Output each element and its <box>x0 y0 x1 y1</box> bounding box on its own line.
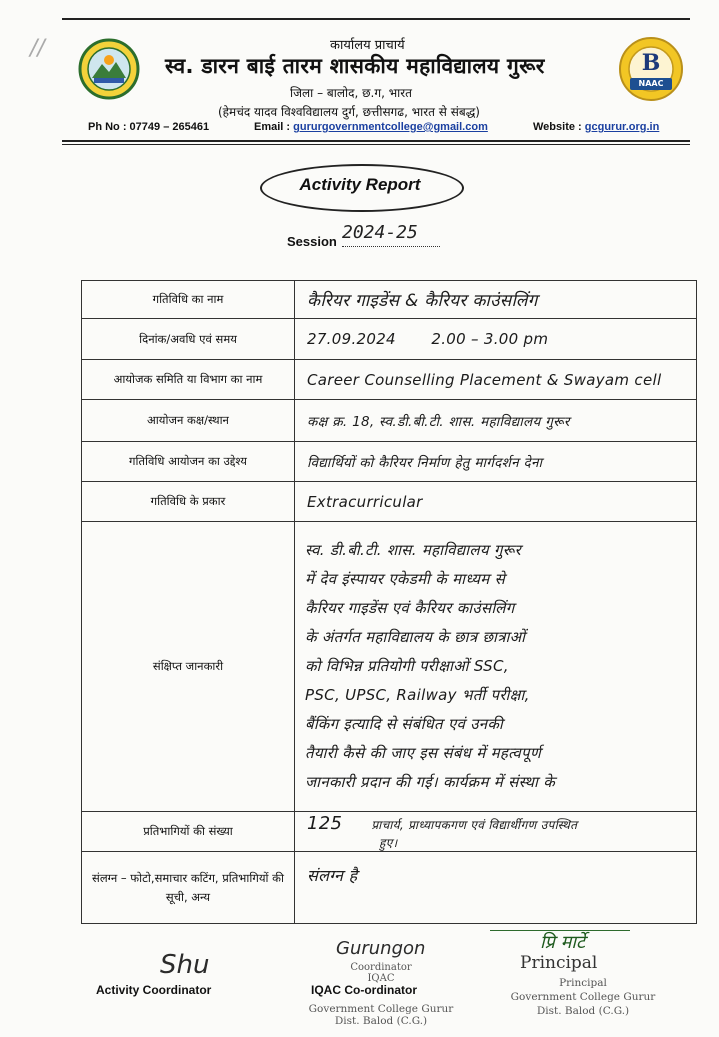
email-label: Email : <box>254 121 291 133</box>
summary-label: संक्षिप्त जानकारी <box>82 522 295 812</box>
naac-label: NAAC <box>638 79 664 88</box>
iqac-signature: Gurungon <box>336 938 426 959</box>
college-name: स्व. डारन बाई तारम शासकीय महाविद्यालय गुरूर <box>165 54 545 78</box>
principal-label: Principal <box>520 953 598 973</box>
participants-label: प्रतिभागियों की संख्या <box>82 812 295 852</box>
stamp-line: Dist. Balod (C.G.) <box>536 1005 630 1017</box>
header-rule <box>62 140 690 142</box>
summary-line: स्व. डी.बी.टी. शास. महाविद्यालय गुरूर <box>305 541 522 559</box>
participants-count: 125 <box>307 812 343 834</box>
summary-line: जानकारी प्रदान की गई। कार्यक्रम में संस्था के <box>305 773 556 791</box>
principal-signature: प्रि मार्टे <box>540 932 586 953</box>
header-top-rule <box>62 18 690 20</box>
table-row <box>82 400 697 442</box>
stamp-line: Dist. Balod (C.G.) <box>334 1015 428 1027</box>
website-label: Website : <box>533 121 582 133</box>
naac-grade-seal <box>618 36 684 102</box>
header-rule-thin <box>62 144 690 145</box>
participants-note: प्राचार्य, प्राध्यापकगण एवं विद्यार्थीगण उपस्थित <box>371 817 578 832</box>
row-label: गतिविधि का नाम <box>82 281 295 319</box>
iqac-coordinator-label: IQAC Co-ordinator <box>311 983 417 997</box>
iqac-stamp-lower <box>296 1003 466 1027</box>
session-label: Session <box>287 234 337 249</box>
attachments-label: संलग्न – फोटो,समाचार कटिंग, प्रतिभागियों की सूची, अन्य <box>82 852 295 924</box>
row-value: Career Counselling Placement & Swayam cell <box>295 360 697 400</box>
coordinator-signature: Shu <box>160 950 210 980</box>
table-row <box>82 482 697 522</box>
participants-cell <box>295 812 697 852</box>
district-line: जिला – बालोद, छ.ग, भारत <box>290 86 412 100</box>
principal-stamp <box>508 976 658 1018</box>
row-value: Extracurricular <box>295 482 697 522</box>
row-label: दिनांक/अवधि एवं समय <box>82 319 295 360</box>
summary-text <box>295 522 697 812</box>
table-row <box>82 442 697 482</box>
stamp-line: Principal <box>559 977 607 989</box>
row-value: कक्ष क्र. 18, स्व.डी.बी.टी. शास. महाविद्यालय गुरूर <box>295 400 697 442</box>
row-value: कैरियर गाइडेंस & कैरियर काउंसलिंग <box>295 281 697 319</box>
website-link[interactable]: gcgurur.org.in <box>584 121 660 133</box>
activity-report-table <box>81 280 697 924</box>
table-row <box>82 812 697 852</box>
table-row <box>82 852 697 924</box>
row-label: आयोजन कक्ष/स्थान <box>82 400 295 442</box>
office-line: कार्यालय प्राचार्य <box>330 38 405 53</box>
email-block <box>254 121 488 133</box>
participants-note-cont: हुए। <box>379 835 398 850</box>
row-label: गतिविधि के प्रकार <box>82 482 295 522</box>
college-seal-logo <box>78 38 140 100</box>
table-row <box>82 319 697 360</box>
table-row-summary <box>82 522 697 812</box>
naac-grade-letter: B <box>641 50 661 76</box>
row-value: 27.09.2024 2.00 – 3.00 pm <box>295 319 697 360</box>
summary-line: बैंकिंग इत्यादि से संबंधित एवं उनकी <box>305 715 504 733</box>
margin-scribble: // <box>30 36 45 61</box>
phone-number: Ph No : 07749 – 265461 <box>88 121 210 133</box>
summary-line: कैरियर गाइडेंस एवं कैरियर काउंसलिंग <box>305 599 515 617</box>
row-value: विद्यार्थियों को कैरियर निर्माण हेतु मार्गदर्शन देना <box>295 442 697 482</box>
summary-line: को विभिन्न प्रतियोगी परीक्षाओं SSC, <box>305 657 509 675</box>
summary-line: के अंतर्गत महाविद्यालय के छात्र छात्राओं <box>305 628 526 646</box>
table-row <box>82 281 697 319</box>
row-label: आयोजक समिति या विभाग का नाम <box>82 360 295 400</box>
session-value: 2024-25 <box>342 222 418 243</box>
row-label: गतिविधि आयोजन का उद्देश्य <box>82 442 295 482</box>
email-link[interactable]: gururgovernmentcollege@gmail.com <box>293 121 488 133</box>
stamp-line: IQAC <box>367 973 395 984</box>
stamp-line: Government College Gurur <box>510 991 656 1003</box>
report-title: Activity Report <box>299 175 421 194</box>
iqac-stamp <box>296 962 466 984</box>
affiliation-line: (हेमचंद यादव विश्वविद्यालय दुर्ग, छत्तीसगढ, भारत से संबद्ध) <box>218 105 480 119</box>
attachments-value: संलग्न है <box>295 852 697 924</box>
website-block <box>533 121 659 133</box>
summary-line: तैयारी कैसे की जाए इस संबंध में महत्वपूर्ण <box>305 744 542 762</box>
table-row <box>82 360 697 400</box>
activity-coordinator-label: Activity Coordinator <box>96 983 212 997</box>
summary-line: PSC, UPSC, Railway भर्ती परीक्षा, <box>305 686 530 704</box>
stamp-line: Coordinator <box>350 962 412 973</box>
stamp-line: Government College Gurur <box>308 1003 454 1015</box>
summary-line: में देव इंस्पायर एकेडमी के माध्यम से <box>305 570 506 588</box>
